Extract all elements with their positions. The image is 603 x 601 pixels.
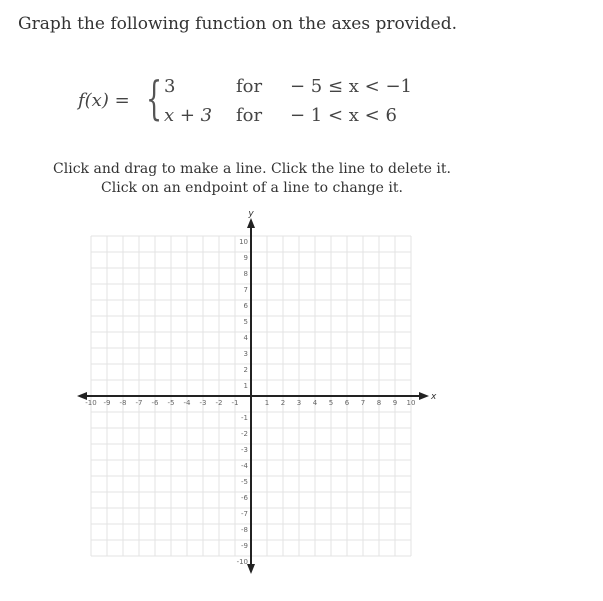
y-tick-label: -4 [241, 462, 248, 470]
y-tick-label: 10 [239, 238, 248, 246]
x-axis-right-arrow-icon [419, 392, 429, 400]
x-tick-label: -4 [183, 399, 191, 407]
x-axis-label: x [431, 392, 437, 402]
x-tick-label: 1 [264, 399, 270, 407]
y-tick-label: 7 [243, 286, 248, 294]
instruction-line-1: Click and drag to make a line. Click the line to delete it. [53, 161, 451, 177]
y-tick-label: -3 [241, 446, 248, 454]
y-axis-up-arrow-icon [247, 218, 255, 228]
y-tick-label: 9 [243, 254, 248, 262]
row1-expression: 3 [164, 76, 176, 97]
instruction-line-2: Click on an endpoint of a line to change it. [101, 180, 403, 196]
row2-expression: x + 3 [164, 105, 213, 126]
x-tick-label: 3 [296, 399, 302, 407]
y-tick-label: 1 [243, 382, 248, 390]
x-tick-label: -2 [215, 399, 223, 407]
x-tick-label: 2 [280, 399, 286, 407]
x-tick-label: 8 [376, 399, 382, 407]
function-lhs: f(x) = [78, 90, 130, 111]
brace-symbol: { [146, 71, 163, 125]
x-tick-label: -6 [151, 399, 159, 407]
y-tick-label: -7 [241, 510, 248, 518]
row2-condition: − 1 < x < 6 [290, 105, 397, 126]
x-tick-label: -3 [199, 399, 207, 407]
y-tick-label: 5 [243, 318, 248, 326]
x-tick-label: -10 [85, 399, 97, 407]
x-tick-label: 5 [328, 399, 334, 407]
row1-for: for [236, 76, 263, 97]
x-tick-label: -5 [167, 399, 175, 407]
y-tick-label: -1 [241, 414, 248, 422]
y-tick-label: 8 [243, 270, 248, 278]
y-tick-label: -8 [241, 526, 248, 534]
piecewise-function [78, 70, 438, 136]
row2-for: for [236, 105, 263, 126]
y-tick-label: -2 [241, 430, 248, 438]
y-axis-label: y [248, 209, 254, 219]
y-tick-label: 6 [243, 302, 248, 310]
x-tick-label: 9 [392, 399, 398, 407]
x-tick-label: -1 [231, 399, 239, 407]
y-tick-label: -9 [241, 542, 248, 550]
y-axis-down-arrow-icon [247, 564, 255, 574]
x-tick-label: 4 [312, 399, 318, 407]
row1-condition: − 5 ≤ x < −1 [290, 76, 412, 97]
x-tick-label: -8 [119, 399, 127, 407]
x-tick-label: -9 [103, 399, 111, 407]
y-tick-label: -5 [241, 478, 248, 486]
x-tick-label: 6 [344, 399, 350, 407]
x-tick-label: 7 [360, 399, 366, 407]
y-tick-label: -10 [236, 558, 248, 566]
y-tick-label: 4 [243, 334, 248, 342]
graph-instructions [52, 160, 452, 198]
graphing-canvas[interactable] [70, 208, 440, 578]
problem-prompt: Graph the following function on the axes provided. [18, 14, 458, 34]
y-tick-label: 3 [243, 350, 248, 358]
y-tick-label: 2 [243, 366, 248, 374]
y-tick-label: -6 [241, 494, 248, 502]
x-tick-label: 10 [406, 399, 416, 407]
x-tick-label: -7 [135, 399, 143, 407]
